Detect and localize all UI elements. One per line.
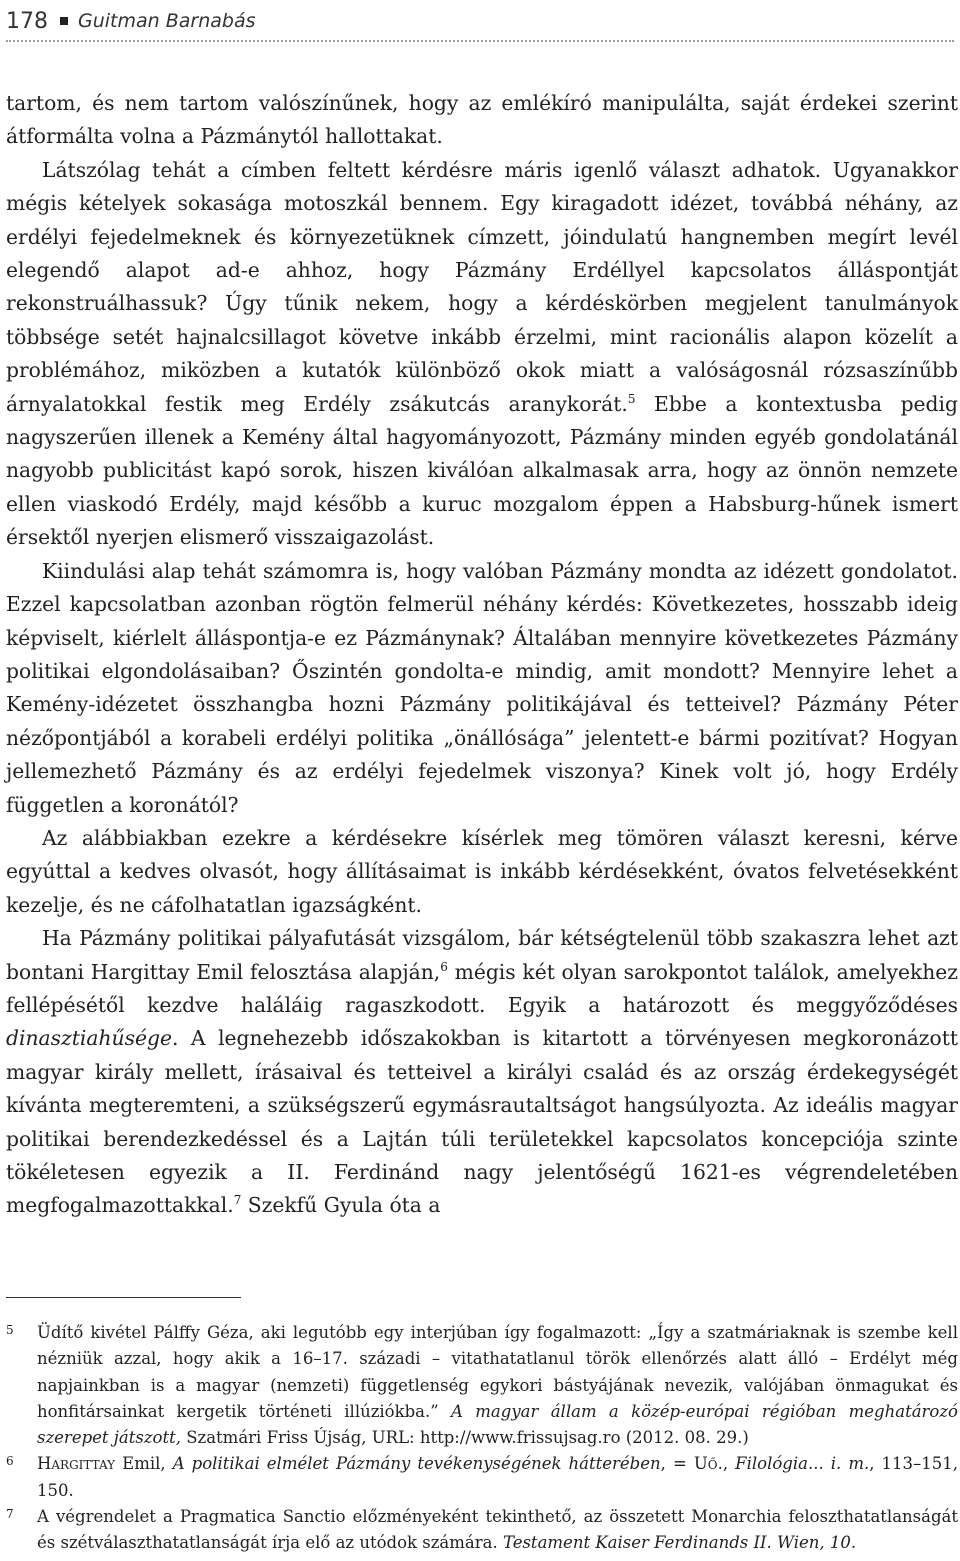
footnote-text: [37, 1504, 958, 1557]
paragraph-2-text-b: Ebbe a kontextusba pedig nagyszerűen illenek a Kemény által hagyományozott, Pázmány minden egyéb gondolatánál nagyobb publicitást kapó sorok, hiszen kiválóan alkalmasak arra, hogy az önnön nemzete ellen viaskodó Erdély, majd később a kuruc mozgalom éppen a Habsburg-hűnek ismert érsektől nyerjen elismerő visszaigazolást.: [6, 391, 958, 550]
footnote-number: 7: [6, 1507, 14, 1522]
paragraph-1: [6, 87, 958, 154]
footnote-6: [6, 1451, 958, 1504]
body-text: [6, 87, 958, 1223]
footnote-6-title: A politikai elmélet Pázmány tevékenységének hátterében: [172, 1454, 661, 1474]
footnote-5-text-a: Üdítő kivétel Pálffy Géza, aki legutóbb egy interjúban így fogalmazott: „Így a szatmáriaknak is szembe kell nézniük azzal, hogy akik a 16–17. századi – vitathatatlanul török ellenőrzés alatt álló – Erdélyt még napjainkban is a magyar (nemzeti) függetlenség egykori bástyájának nevezik, valójában önmagukat és honfitársainkat kergetik történeti illúziókba.”: [37, 1323, 958, 1421]
footnote-text: [37, 1451, 958, 1504]
footnote-7: [6, 1504, 958, 1557]
footnote-7-title: Testament Kaiser Ferdinands II. Wien, 10.: [497, 1533, 857, 1553]
paragraph-4: [6, 822, 958, 922]
running-head-author: Guitman Barnabás: [78, 10, 256, 32]
emphasis-dinasztiahuseg: dinasztiahűsége: [6, 1026, 172, 1051]
footnotes: [6, 1320, 958, 1557]
paragraph-5-text-a: Ha Pázmány politikai pályafutását vizsgálom, bár kétségtelenül több szakaszra lehet azt bontani Hargittay Emil felosztása alapján,: [6, 926, 958, 984]
paragraph-5-text-d: Szekfű Gyula óta a: [241, 1193, 441, 1218]
footnote-6-work: Filológia... i. m.: [735, 1454, 870, 1474]
footnote-number: 6: [6, 1454, 14, 1469]
paragraph-3-text: Kiindulási alap tehát számomra is, hogy valóban Pázmány mondta az idézett gondolatot. Ezzel kapcsolatban azonban rögtön felmerül néhány kérdés: Következetes, hosszabb ideig képviselt, kiérlelt álláspontja-e ez Pázmánynak? Általában mennyire következetes Pázmány politikai elgondolásaiban? Őszintén gondolta-e mindig, amit mondott? Mennyire lehet a Kemény-idézetet összhangba hozni Pázmány politikájával és tetteivel? Pázmány Péter nézőpontjából a korabeli erdélyi politika „önállósága” jelentett-e bármi pozitívat? Hogyan jellemezhető Pázmány és az erdélyi fejedelmek viszonya? Kinek volt jó, hogy Erdély független a koronától?: [6, 558, 958, 817]
paragraph-2-text-a: Látszólag tehát a címben feltett kérdésre máris igenlő választ adhatok. Ugyanakkor mégis kételyek sokasága motoszkál bennem. Egy kiragadott idézet, továbbá néhány, az erdélyi fejedelmeknek és környezetüknek címzett, jóindulatú hangnemben megírt levél elegendő alapot ad-e ahhoz, hogy Pázmány Erdéllyel kapcsolatos álláspontját rekonstruálhassuk? Úgy tűnik nekem, hogy a kérdéskörben megjelent tanulmányok többsége setét hajnalcsillagot követve inkább érzelmi, mint racionális alapon közelít a problémához, miközben a kutatók különböző okok miatt a valóságosnál rózsaszínűbb árnyalatokkal festik meg Erdély zsákutcás aranykorát.: [6, 157, 958, 416]
running-header: [6, 2, 954, 42]
footnote-7-text-a: A végrendelet a Pragmatica Sanctio előzményeként tekinthető, az összetett Monarchia feloszthatatlanságát és szétválaszthatatlanságát írja elő az utódok számára.: [37, 1507, 958, 1553]
page-number: 178: [6, 8, 48, 34]
footnote-separator: [6, 1297, 241, 1298]
paragraph-5: [6, 922, 958, 1223]
paragraph-4-text: Az alábbiakban ezekre a kérdésekre kísérlek meg tömören választ keresni, kérve egyúttal a kedves olvasót, hogy állításaimat is inkább kérdésekként, óvatos felvetésekként kezelje, és ne cáfolhatatlan igazságként.: [6, 825, 958, 917]
footnote-number: 5: [6, 1323, 14, 1337]
footnote-6-text-a: Emil,: [115, 1454, 173, 1474]
square-bullet-icon: [60, 17, 68, 25]
footnote-ref-5[interactable]: 5: [627, 391, 636, 406]
footnote-6-ibid: Uő.: [693, 1454, 723, 1474]
footnote-6-text-c: ,: [722, 1454, 736, 1474]
footnote-5: [6, 1320, 958, 1451]
footnote-5-title: A magyar állam a közép-európai régióban meghatározó szerepet játszott,: [37, 1401, 958, 1448]
paragraph-2: [6, 154, 958, 555]
footnote-6-text-b: , =: [660, 1454, 694, 1474]
paragraph-5-text-c: . A legnehezebb időszakokban is kitartott a törvényesen megkoronázott magyar király mellett, írásaival és tetteivel a királyi család és az ország érdekegységét kívánta megteremteni, a szükségszerű egymásrautaltságot hangsúlyozta. Az ideális magyar politikai berendezkedéssel és a Lajtán túli területekkel kapcsolatos koncepciója szinte tökéletesen egyezik a II. Ferdinánd nagy jelentőségű 1621-es végrendeletében megfogalmazottakkal.: [6, 1026, 958, 1218]
paragraph-1-text: tartom, és nem tartom valószínűnek, hogy az emlékíró manipulálta, saját érdekei szerint átformálta volna a Pázmánytól hallottakat.: [6, 91, 958, 149]
footnote-ref-6[interactable]: 6: [440, 959, 448, 974]
footnote-ref-7[interactable]: 7: [233, 1193, 242, 1208]
paragraph-5-text-b: mégis két olyan sarokpontot találok, amelyekhez fellépésétől kezdve haláláig ragaszkodott. Egyik a határozott és meggyőződéses: [6, 959, 958, 1017]
footnote-6-author: Hargittay: [37, 1454, 116, 1474]
footnote-6-pages: , 113–151, 150.: [37, 1454, 958, 1500]
footnote-text: [37, 1320, 958, 1451]
footnote-5-source: Szatmári Friss Újság, URL: http://www.frissujsag.ro (2012. 08. 29.): [180, 1428, 749, 1448]
paragraph-3: [6, 555, 958, 822]
